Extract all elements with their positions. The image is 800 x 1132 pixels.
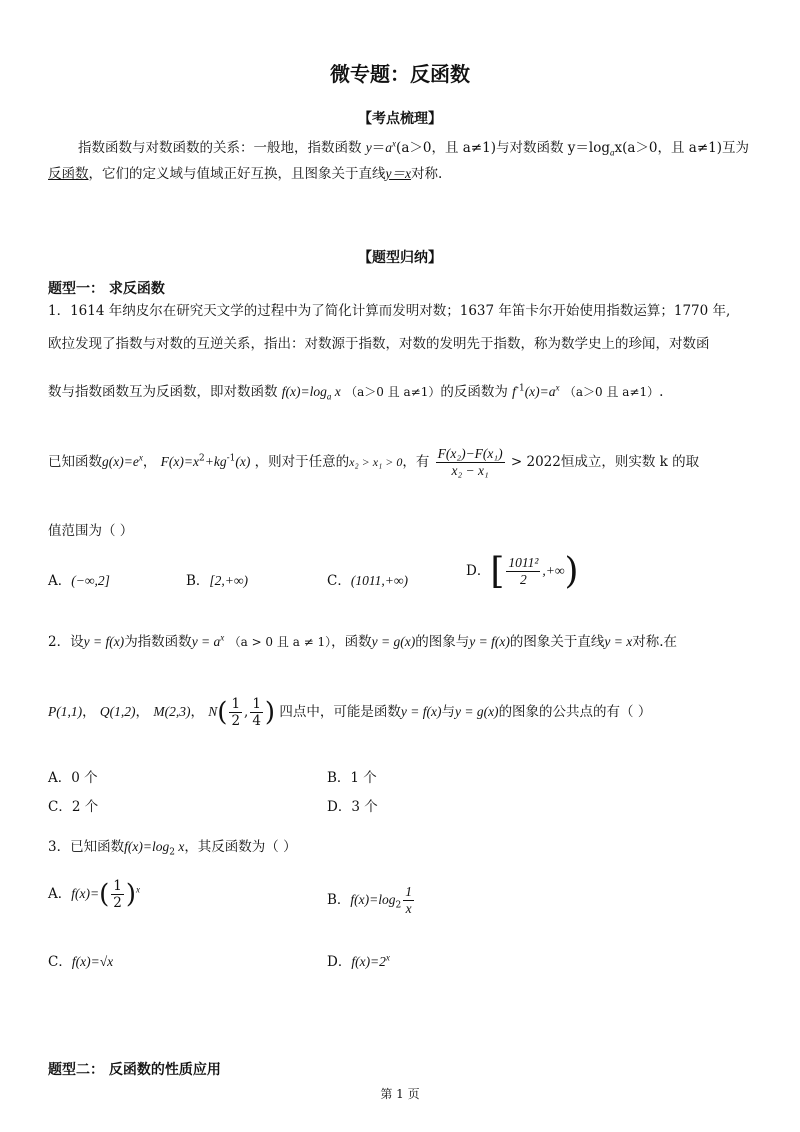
q3-option-a[interactable]: A．f(x)=( $\frac{1}{2}$ )$^x$: [48, 878, 140, 911]
q2-line-1: 2．设y = f(x)为指数函数$y = a^x$ （a > 0 且 a ≠ 1），函数y = g(x)的图象与y = f(x)的图象关于直线y = x对称.在: [48, 632, 677, 650]
q3-option-b[interactable]: B．$f(x)=\log_2$ $\frac{1}{x}$: [327, 884, 413, 916]
kaodian-line-1: 指数函数与对数函数的关系：一般地，指数函数 $y=a^x(a>0$，且 a≠1)与对数函数 $y=\log_ax(a>0$，且 a≠1)互为: [78, 138, 749, 158]
q1-option-a[interactable]: A．(−∞,2]: [48, 573, 110, 589]
section-kaodian: 【考点梳理】: [358, 111, 442, 127]
section-tixing: 【题型归纳】: [358, 250, 442, 266]
q2-option-b[interactable]: B．1 个: [327, 770, 377, 786]
q1-line-3: 数与指数函数互为反函数，即对数函数 $f(x)=\log_a$ x （a＞0 且 a≠1）的反函数为 $f^{-1}(x)=a^x$ （a＞0 且 a≠1）.: [48, 382, 664, 402]
page-footer: 第 1 页: [380, 1087, 420, 1101]
q1-line-4: 已知函数$g(x)=e^x$， $F(x)=x^2+kg^{-1}(x)$ ，则对于任意的x₂ > x₁ > 0，有 $\frac{\text{F(x₂)−F(x₁)}}{\text{x₂ − x₁}}$ > 2022恒成立，则实数 k 的取: [48, 446, 700, 478]
kaodian-line-2: 反函数，它们的定义域与值域正好互换，且图象关于直线y＝x对称.: [48, 166, 443, 182]
q1-fraction: $\frac{\text{F(x₂)−F(x₁)}}{\text{x₂ − x₁}}$: [437, 446, 503, 478]
q3-line-1: 3．已知函数$f(x)=\log_2$ x，其反函数为（ ）: [48, 839, 297, 858]
q2-line-2: P(1,1)， Q(1,2)， M(2,3)， N( $\frac{1}{2}$ , $\frac{1}{4}$ ) 四点中，可能是函数y = f(x)与y = g(x)的图象的公共点的有（ ）: [48, 696, 652, 729]
line-y-equals-x: y＝x: [385, 166, 411, 181]
keyword-inverse-function: 反函数: [48, 166, 89, 182]
q1-line-1: 1．1614 年纳皮尔在研究天文学的过程中为了简化计算而发明对数；1637 年笛卡尔开始使用指数运算；1770 年,: [48, 303, 731, 319]
q2-option-c[interactable]: C．2 个: [48, 799, 99, 815]
q1-line-2: 欧拉发现了指数与对数的互逆关系，指出：对数源于指数，对数的发明先于指数，称为数学史上的珍闻，对数函: [48, 336, 710, 352]
q1-option-d[interactable]: D．[ $\frac{\text{1011²}}{2}$ ,+∞): [466, 551, 579, 592]
q1-line-5: 值范围为（ ）: [48, 523, 134, 539]
q2-option-d[interactable]: D．3 个: [327, 799, 378, 815]
q2-option-a[interactable]: A．0 个: [48, 770, 98, 786]
q1-option-c[interactable]: C．(1011,+∞): [327, 573, 408, 589]
type1-heading: 题型一： 求反函数: [48, 281, 165, 297]
q1-option-b[interactable]: B．[2,+∞): [186, 573, 249, 589]
page-title: 微专题：反函数: [330, 62, 470, 86]
q3-option-c[interactable]: C．f(x)=√x: [48, 954, 114, 970]
q3-option-d[interactable]: D．$f(x)=2^x$: [327, 952, 390, 970]
type2-heading: 题型二： 反函数的性质应用: [48, 1062, 221, 1078]
